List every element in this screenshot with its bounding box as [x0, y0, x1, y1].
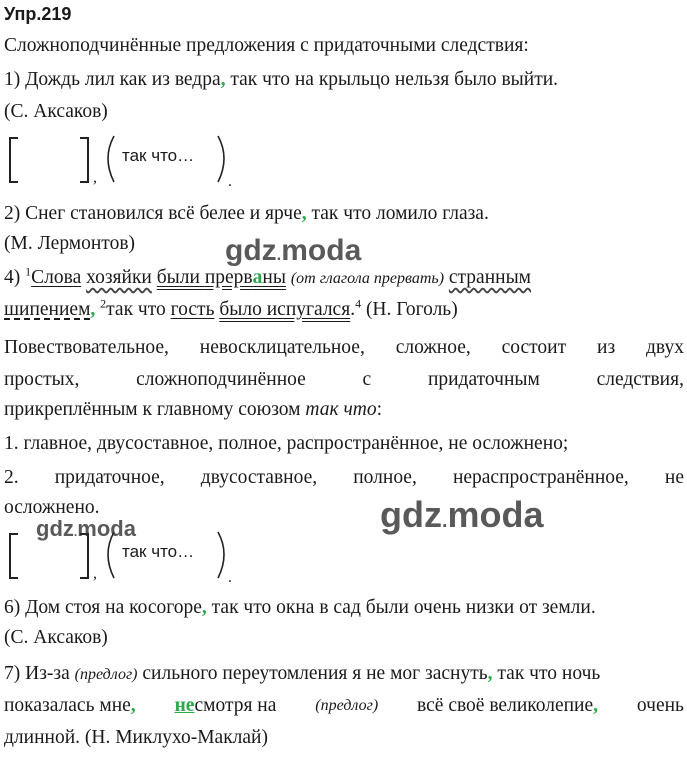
sentence-7-line-1: 7) Из-за (предлог) сильного переутомления я не мог заснуть, так что ночь: [4, 663, 601, 684]
exercise-title: Упр.219: [4, 4, 72, 24]
watermark-logo: gdz.moda: [380, 494, 544, 535]
svg-text:,: ,: [93, 169, 97, 186]
comma-mark: ,: [130, 695, 136, 716]
note-text: (предлог): [315, 697, 379, 714]
predicate-word: были прерваны: [156, 267, 286, 288]
part-2-analysis-line-2: осложнено.: [4, 497, 100, 518]
attribute-word: странным: [448, 267, 532, 288]
sentence-scheme-1: [4, 132, 244, 188]
sentence-2-author: (М. Лермонтов): [4, 233, 136, 254]
sentence-7-line-3: длинной. (Н. Миклухо-Маклай): [4, 727, 268, 748]
watermark-logo: gdz.moda: [36, 516, 136, 541]
svg-text:,: ,: [93, 565, 97, 582]
comma-mark: ,: [90, 299, 96, 320]
object-word: шипением: [4, 299, 91, 320]
part-1-analysis: 1. главное, двусоставное, полное, распространённое, не осложнено;: [4, 433, 569, 454]
sentence-4-line-2: шипением, $^2$так что гость было испугался.$^4$ (Н. Гоголь): [4, 296, 458, 320]
subject-word: гость: [170, 299, 215, 320]
sentence-7-line-2: показалась мне, несмотря на (предлог) всё своё великолепие, очень: [4, 695, 684, 716]
svg-text:.: .: [228, 569, 232, 584]
scheme-conjunction: так что…: [122, 542, 195, 561]
comma-mark: ,: [201, 597, 207, 618]
subject-word: Слова: [31, 267, 82, 288]
heading: Сложноподчинённые предложения с придаточными следствия:: [4, 35, 529, 56]
prefix-highlight: не: [174, 695, 195, 716]
comma-mark: ,: [593, 695, 599, 716]
sentence-6-author: (С. Аксаков): [4, 627, 108, 648]
scheme-conjunction: так что…: [122, 146, 195, 165]
sentence-1-author: (С. Аксаков): [4, 101, 108, 122]
svg-text:.: .: [228, 173, 232, 188]
analysis-line-1: Повествовательное, невосклицательное, сложное, состоит из двух: [4, 337, 684, 358]
watermark-logo: gdz.moda: [225, 234, 362, 267]
analysis-line-2: простых, сложноподчинённое с придаточным следствия,: [4, 369, 684, 390]
sentence-2-line-1: 2) Снег становился всё белее и ярче, так что ломило глаза.: [4, 203, 489, 224]
sentence-6-line-1: 6) Дом стоя на косогоре, так что окна в сад были очень низки от земли.: [4, 597, 596, 618]
attribute-word: хозяйки: [86, 267, 152, 288]
note-text: (предлог): [74, 666, 138, 683]
analysis-line-3: прикреплённым к главному союзом так что:: [4, 399, 383, 420]
comma-mark: ,: [220, 69, 226, 90]
sentence-1-line-1: 1) Дождь лил как из ведра, так что на крыльцо нельзя было выйти.: [4, 69, 559, 90]
sentence-4-line-1: 4) $^1$Слова хозяйки были прерваны (от глагола прервать) странным: [4, 264, 532, 288]
comma-mark: ,: [487, 663, 493, 684]
part-2-analysis-line-1: 2. придаточное, двусоставное, полное, нераспространённое, не: [4, 467, 684, 488]
predicate-word: было испугался: [219, 299, 351, 320]
note-text: (от глагола прервать): [290, 270, 445, 287]
comma-mark: ,: [301, 203, 307, 224]
